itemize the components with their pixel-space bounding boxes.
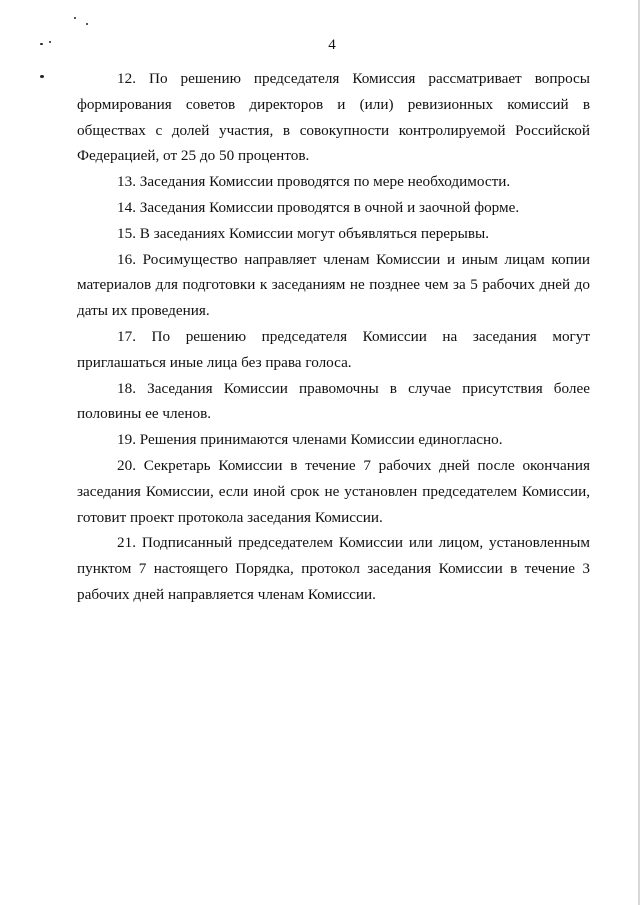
scan-artifact	[40, 75, 44, 78]
document-body	[77, 66, 590, 608]
paragraph-15: 15. В заседаниях Комиссии могут объявляться перерывы.	[117, 224, 490, 242]
scan-artifact	[74, 17, 76, 19]
paragraph-13: 13. Заседания Комиссии проводятся по мере необходимости.	[117, 173, 511, 191]
paragraph-12: 12. По решению председателя Комиссия рассматривает вопросы формирования советов директоров и (или) ревизионных комиссий в обществах с долей участия, в совокупности контролируемой Российской Федерацией, от 25 до 50 процентов.	[77, 70, 590, 165]
paragraph-20: 20. Секретарь Комиссии в течение 7 рабочих дней после окончания заседания Комиссии, если иной срок не установлен председателем Комиссии, готовит проект протокола заседания Комиссии.	[77, 456, 590, 526]
paragraph-17: 17. По решению председателя Комиссии на заседания могут приглашаться иные лица без права голоса.	[77, 327, 590, 371]
paragraph-18: 18. Заседания Комиссии правомочны в случае присутствия более половины ее членов.	[77, 379, 590, 423]
paragraph-19: 19. Решения принимаются членами Комиссии единогласно.	[117, 431, 503, 449]
page-number: 4	[328, 37, 336, 53]
paragraph-14: 14. Заседания Комиссии проводятся в очной и заочной форме.	[117, 198, 520, 216]
paragraph-16: 16. Росимущество направляет членам Комиссии и иным лицам копии материалов для подготовки к заседаниям не позднее чем за 5 рабочих дней до даты их проведения.	[77, 250, 590, 320]
paragraph-21: 21. Подписанный председателем Комиссии или лицом, установленным пунктом 7 настоящего Порядка, протокол заседания Комиссии в течение 3 рабочих дней направляется членам Комиссии.	[77, 534, 590, 603]
scan-artifact	[86, 23, 88, 25]
